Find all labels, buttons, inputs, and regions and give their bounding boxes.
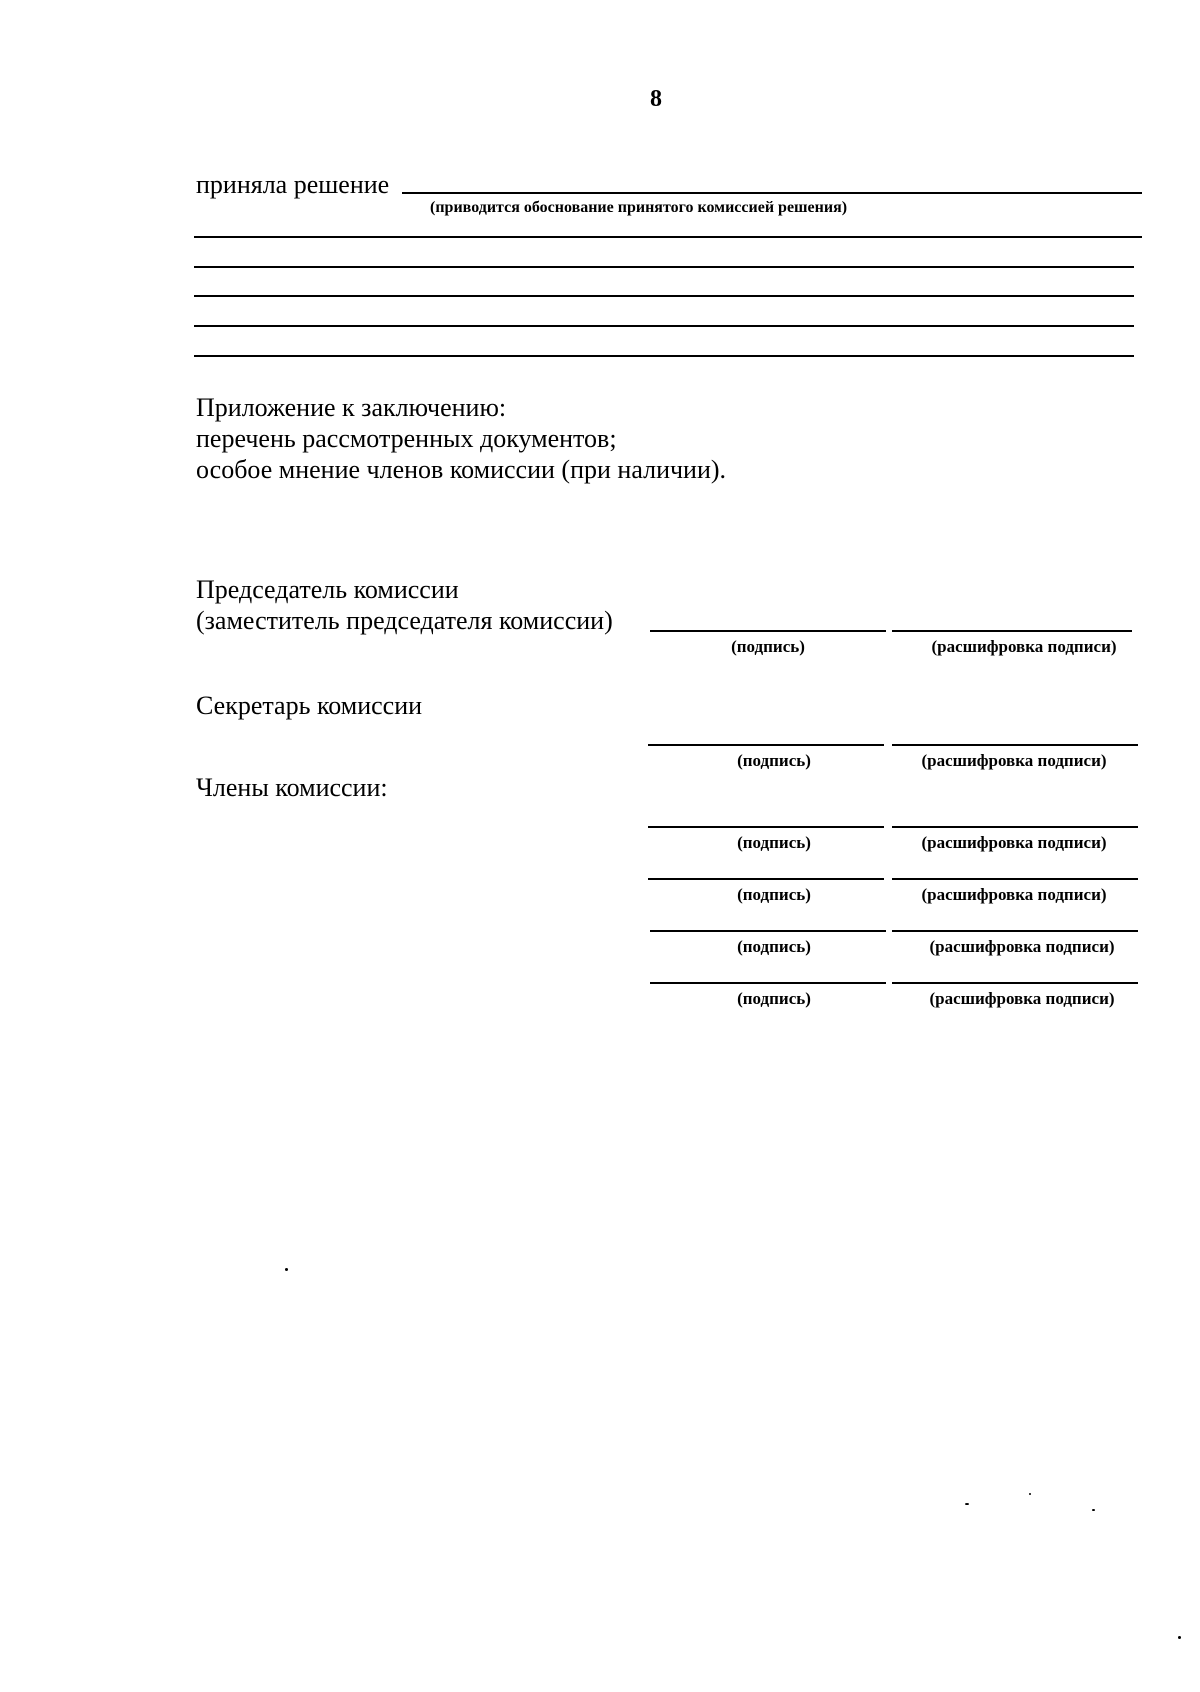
- decode-line: [892, 630, 1132, 632]
- decode-line: [892, 878, 1138, 880]
- decision-line: [194, 266, 1134, 268]
- decode-caption: (расшифровка подписи): [921, 885, 1107, 904]
- page-number: 8: [650, 86, 662, 112]
- signature-line: [650, 630, 886, 632]
- signature-line: [650, 982, 886, 984]
- signature-caption: (подпись): [737, 989, 811, 1008]
- signature-line: [648, 744, 884, 746]
- scan-speck: [1029, 1493, 1031, 1495]
- decision-line: [194, 295, 1134, 297]
- decode-caption: (расшифровка подписи): [921, 751, 1107, 770]
- appendix-item: перечень рассмотренных документов;: [196, 424, 617, 453]
- decision-line: [402, 192, 1142, 194]
- chair-title: Председатель комиссии: [196, 575, 459, 604]
- decode-line: [892, 982, 1138, 984]
- signature-caption: (подпись): [737, 937, 811, 956]
- scan-speck: [1092, 1509, 1095, 1511]
- members-label: Члены комиссии:: [196, 773, 388, 802]
- decode-caption: (расшифровка подписи): [921, 833, 1107, 852]
- decision-hint: (приводится обоснование принятого комиссией решения): [430, 199, 848, 216]
- decode-line: [892, 826, 1138, 828]
- decode-caption: (расшифровка подписи): [929, 989, 1115, 1008]
- scan-speck: [1178, 1636, 1181, 1639]
- signature-caption: (подпись): [731, 637, 805, 656]
- scan-speck: [965, 1503, 969, 1505]
- signature-caption: (подпись): [737, 833, 811, 852]
- scan-speck: [285, 1268, 288, 1271]
- signature-caption: (подпись): [737, 751, 811, 770]
- decode-caption: (расшифровка подписи): [929, 937, 1115, 956]
- decision-line: [194, 325, 1134, 327]
- chair-deputy: (заместитель председателя комиссии): [196, 606, 613, 635]
- decode-line: [892, 930, 1138, 932]
- signature-line: [650, 930, 886, 932]
- appendix-title: Приложение к заключению:: [196, 393, 507, 422]
- secretary-label: Секретарь комиссии: [196, 691, 423, 720]
- decision-line: [194, 236, 1142, 238]
- signature-line: [648, 878, 884, 880]
- appendix-item: особое мнение членов комиссии (при наличии).: [196, 455, 727, 484]
- decode-line: [892, 744, 1138, 746]
- appendix-block: [196, 392, 726, 485]
- decode-caption: (расшифровка подписи): [931, 637, 1117, 656]
- signature-caption: (подпись): [737, 885, 811, 904]
- signature-line: [648, 826, 884, 828]
- chair-label: [196, 574, 613, 636]
- decision-line: [194, 355, 1134, 357]
- decision-label: приняла решение: [196, 170, 390, 199]
